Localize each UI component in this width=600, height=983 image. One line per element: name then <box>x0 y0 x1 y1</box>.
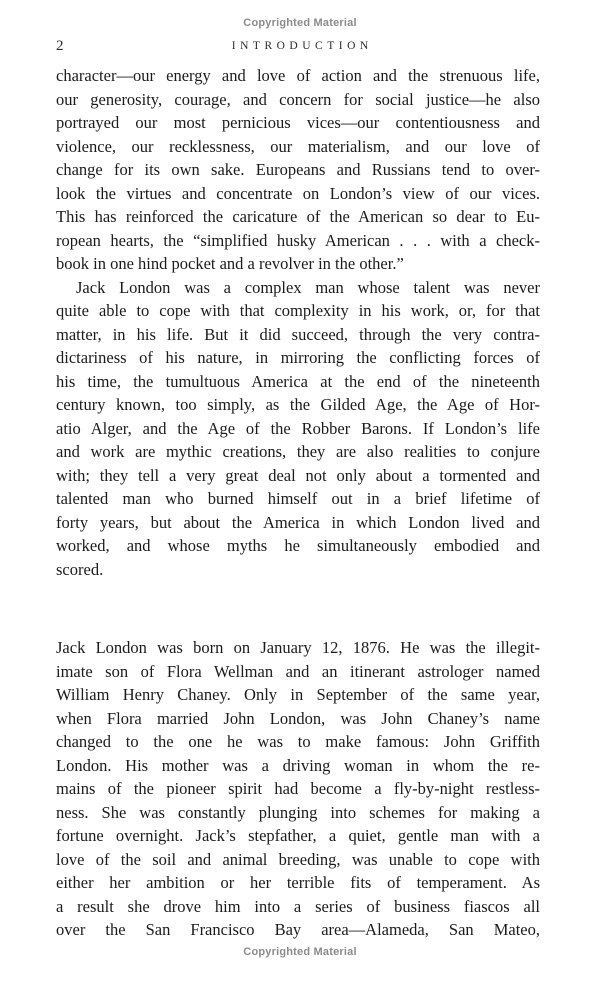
text-line: and work are mythic creations, they are also realities to conjure <box>56 442 540 461</box>
copyright-top-label: Copyrighted Material <box>243 17 357 29</box>
text-line: his time, the tumultuous America at the end of the nineteenth <box>56 371 540 391</box>
text-line: either her ambition or her terrible fits of temperament. As <box>56 873 540 892</box>
body-text <box>56 64 540 942</box>
copyright-bottom-label: Copyrighted Material <box>243 946 357 958</box>
text-line: with; they tell a very great deal not only about a tormented and <box>56 465 540 485</box>
text-line: change for its own sake. Europeans and Russians tend to over- <box>56 160 540 179</box>
text-line: our generosity, courage, and concern for social justice—he also <box>56 89 540 109</box>
text-line: love of the soil and animal breeding, was unable to cope with <box>56 849 540 869</box>
text-line: dictariness of his nature, in mirroring the conflicting forces of <box>56 348 540 367</box>
paragraph <box>56 636 540 942</box>
text-line: fortune overnight. Jack’s stepfather, a quiet, gentle man with a <box>56 826 540 845</box>
text-line: This has reinforced the caricature of the American so dear to Eu- <box>56 207 540 226</box>
text-line: scored. <box>56 559 104 579</box>
text-line: Jack London was a complex man whose talent was never <box>76 277 540 297</box>
text-line: portrayed our most pernicious vices—our contentiousness and <box>56 113 540 132</box>
text-line: William Henry Chaney. Only in September of the same year, <box>56 685 540 704</box>
page-number: 2 <box>56 38 64 54</box>
text-line: forty years, but about the America in which London lived and <box>56 512 540 532</box>
text-line: ness. She was constantly plunging into schemes for making a <box>56 802 540 822</box>
text-line: worked, and whose myths he simultaneously embodied and <box>56 536 540 555</box>
text-line: quite able to cope with that complexity in his work, or, for that <box>56 301 540 320</box>
text-line: Jack London was born on January 12, 1876. He was the illegit- <box>56 638 540 657</box>
text-line: changed to the one he was to make famous: John Griffith <box>56 732 540 751</box>
text-line: a result she drove him into a series of business fiascos all <box>56 896 540 916</box>
text-line: character—our energy and love of action and the strenuous life, <box>56 66 540 85</box>
text-line: imate son of Flora Wellman and an itinerant astrologer named <box>56 661 540 681</box>
text-line: ropean hearts, the “simplified husky American . . . with a check- <box>56 230 540 250</box>
text-line: over the San Francisco Bay area—Alameda, San Mateo, <box>56 920 540 939</box>
text-line: look the virtues and concentrate on London’s view of our vices. <box>56 183 540 203</box>
paragraph <box>56 276 540 582</box>
paragraph <box>56 64 540 276</box>
text-line: book in one hind pocket and a revolver in the other.” <box>56 254 404 273</box>
text-line: violence, our recklessness, our materialism, and our love of <box>56 136 540 156</box>
text-line: London. His mother was a driving woman in whom the re- <box>56 755 540 775</box>
text-line: century known, too simply, as the Gilded Age, the Age of Hor- <box>56 395 540 414</box>
text-line: mains of the pioneer spirit had become a fly-by-night restless- <box>56 779 540 798</box>
text-line: matter, in his life. But it did succeed, through the very contra- <box>56 324 540 344</box>
text-line: when Flora married John London, was John Chaney’s name <box>56 708 540 728</box>
text-line: talented man who burned himself out in a brief lifetime of <box>56 489 540 508</box>
text-line: atio Alger, and the Age of the Robber Barons. If London’s life <box>56 418 540 438</box>
chapter-header: INTRODUCTION <box>231 40 373 52</box>
